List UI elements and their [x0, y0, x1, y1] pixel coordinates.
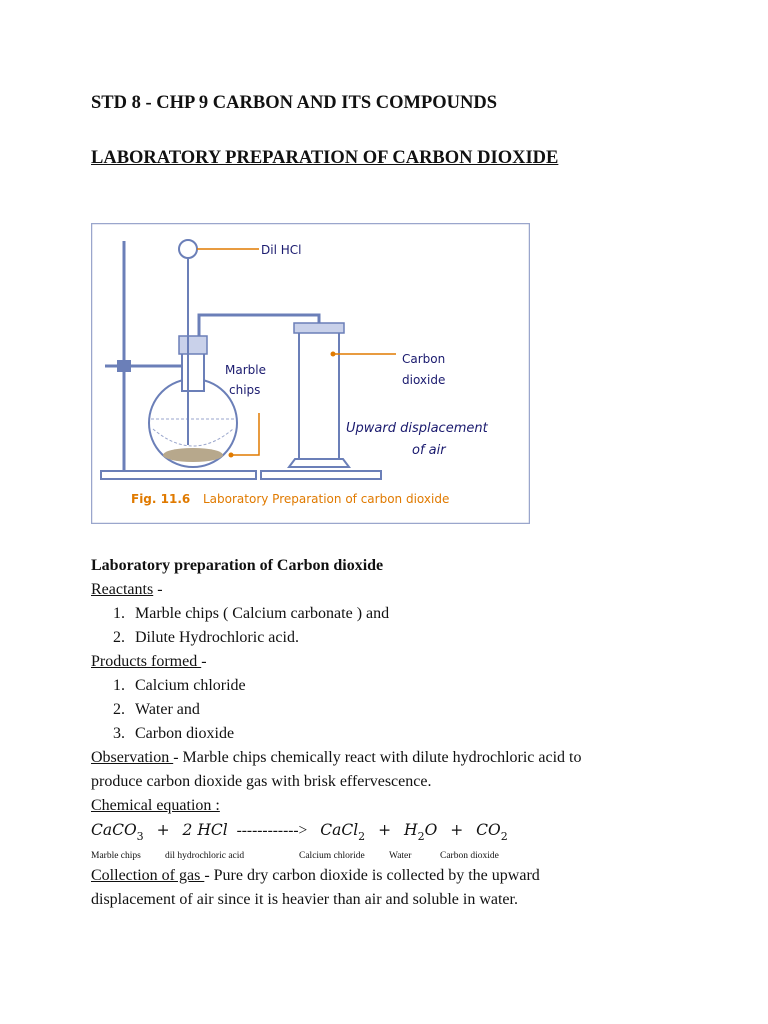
document-subtitle: LABORATORY PREPARATION OF CARBON DIOXIDE	[91, 148, 559, 168]
observation-line-2: produce carbon dioxide gas with brisk effervescence.	[91, 773, 432, 790]
list-item-number: 1.	[113, 605, 125, 622]
label-upward-line2: of air	[412, 443, 446, 458]
list-item-text: Dilute Hydrochloric acid.	[135, 629, 299, 646]
reactants-label: Reactants	[91, 581, 154, 598]
cork	[179, 336, 207, 354]
observation-line-1	[91, 748, 582, 768]
stand-clamp	[117, 360, 131, 372]
thistle-funnel	[179, 240, 197, 258]
chemical-equation	[91, 820, 508, 847]
observation-label: Observation	[91, 749, 174, 766]
plus-sign: +	[450, 821, 464, 839]
list-item-text: Marble chips ( Calcium carbonate ) and	[135, 605, 390, 622]
formula-hcl: 2 HCl	[182, 821, 228, 839]
list-item	[113, 724, 235, 744]
list-item	[113, 700, 200, 720]
list-item-number: 3.	[113, 725, 125, 742]
formula-h2o-o: O	[424, 821, 438, 839]
list-item	[113, 628, 299, 648]
formula-caco3: CaCO	[91, 821, 137, 839]
figure-caption-number: Fig. 11.6	[131, 492, 191, 506]
subscript: 3	[136, 830, 144, 843]
equation-label-acid: dil hydrochloric acid	[165, 851, 245, 861]
reaction-arrow: ------------>	[236, 822, 308, 839]
document-title: STD 8 - CHP 9 CARBON AND ITS COMPOUNDS	[91, 93, 498, 113]
reactants-heading	[91, 580, 163, 600]
apparatus-figure	[91, 223, 530, 524]
stand-base	[101, 471, 256, 479]
label-marble-line2: chips	[229, 383, 261, 397]
gas-jar-foot	[289, 459, 349, 467]
figure-caption-text: Laboratory Preparation of carbon dioxide	[203, 492, 450, 506]
equation-label-water: Water	[389, 851, 412, 861]
label-co2-line1: Carbon	[402, 352, 446, 366]
subscript: 2	[417, 830, 425, 843]
observation-text: - Marble chips chemically react with dilute hydrochloric acid to	[173, 749, 582, 766]
collection-text: - Pure dry carbon dioxide is collected by the upward	[204, 867, 540, 884]
collection-label: Collection of gas	[91, 867, 205, 884]
list-item	[113, 604, 390, 624]
products-label: Products formed	[91, 653, 202, 670]
marble-chips-heap	[163, 448, 223, 462]
collection-line-1	[91, 866, 540, 886]
section-title: Laboratory preparation of Carbon dioxide	[91, 557, 384, 574]
formula-h2o-h: H	[404, 821, 418, 839]
list-item-number: 1.	[113, 677, 125, 694]
list-item-number: 2.	[113, 629, 125, 646]
bench-base	[261, 471, 381, 479]
equation-label-calcium: Calcium chloride	[299, 851, 365, 861]
label-marble-line1: Marble	[225, 363, 266, 377]
equation-label-marble: Marble chips	[91, 851, 141, 861]
flask-neck	[182, 351, 204, 391]
list-item-text: Calcium chloride	[135, 677, 246, 694]
plus-sign: +	[378, 821, 392, 839]
products-suffix: -	[201, 653, 207, 670]
reactants-suffix: -	[153, 581, 163, 598]
products-heading	[91, 652, 207, 672]
subscript: 2	[500, 830, 508, 843]
list-item-text: Carbon dioxide	[135, 725, 235, 742]
list-item-number: 2.	[113, 701, 125, 718]
plus-sign: +	[156, 821, 170, 839]
subscript: 2	[358, 830, 366, 843]
equation-label-co2: Carbon dioxide	[440, 851, 499, 861]
gas-jar	[299, 331, 339, 461]
label-dil-hcl: Dil HCl	[261, 243, 302, 257]
equation-label: Chemical equation :	[91, 797, 220, 814]
collection-line-2: displacement of air since it is heavier than air and soluble in water.	[91, 891, 518, 908]
formula-cacl2: CaCl	[320, 821, 359, 839]
label-co2-line2: dioxide	[402, 373, 446, 387]
gas-jar-lid	[294, 323, 344, 333]
list-item	[113, 676, 246, 696]
list-item-text: Water and	[135, 701, 200, 718]
label-upward-line1: Upward displacement	[346, 421, 488, 436]
formula-co2: CO	[476, 821, 501, 839]
apparatus-diagram	[91, 223, 530, 524]
